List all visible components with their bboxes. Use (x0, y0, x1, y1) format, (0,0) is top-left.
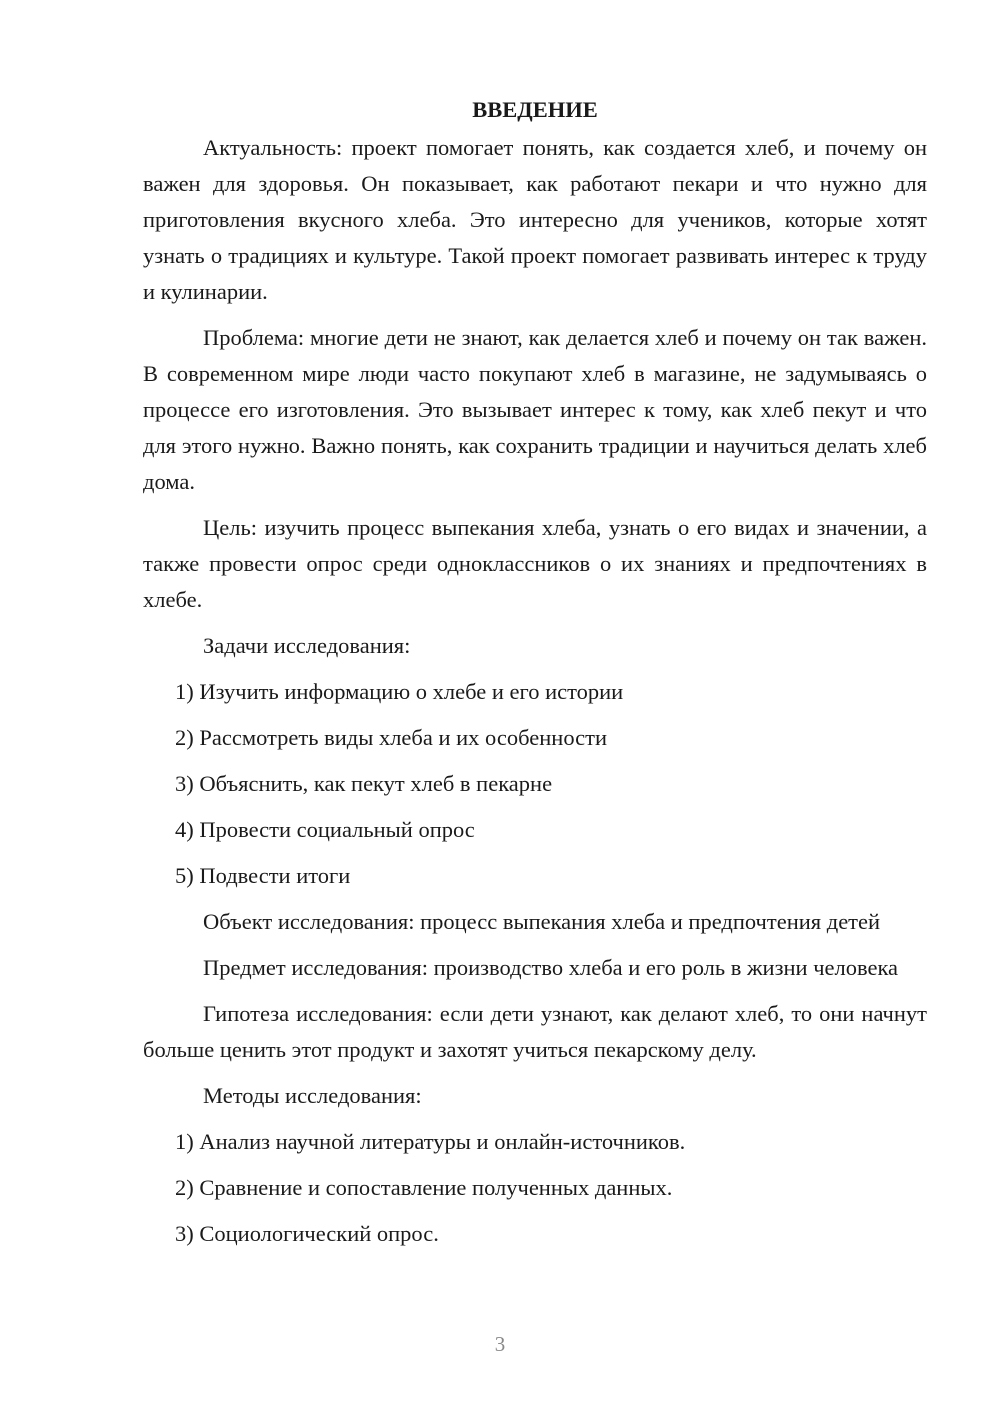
goal-paragraph: Цель: изучить процесс выпекания хлеба, узнать о его видах и значении, а также провести опрос среди одноклассников о их знаниях и предпочтениях в хлебе. (143, 515, 927, 612)
list-item: 1) Анализ научной литературы и онлайн-источников. (175, 1129, 686, 1154)
list-item: 3) Социологический опрос. (175, 1221, 439, 1246)
page-number: 3 (494, 1332, 506, 1356)
list-item: 3) Объяснить, как пекут хлеб в пекарне (175, 771, 553, 796)
object-paragraph: Объект исследования: процесс выпекания хлеба и предпочтения детей (203, 909, 881, 934)
methods-list (143, 1124, 927, 1252)
tasks-list (143, 674, 927, 894)
document-page (143, 94, 927, 1262)
list-item: 5) Подвести итоги (175, 863, 351, 888)
tasks-heading: Задачи исследования: (203, 633, 411, 658)
list-item: 2) Рассмотреть виды хлеба и их особенности (175, 725, 607, 750)
methods-heading: Методы исследования: (203, 1083, 422, 1108)
problem-paragraph: Проблема: многие дети не знают, как делается хлеб и почему он так важен. В современном мире люди часто покупают хлеб в магазине, не задумываясь о процессе его изготовления. Это вызывает интерес к тому, как хлеб пекут и что для этого нужно. Важно понять, как сохранить традиции и научиться делать хлеб дома. (143, 325, 927, 494)
list-item: 2) Сравнение и сопоставление полученных данных. (175, 1175, 673, 1200)
page-title: ВВЕДЕНИЕ (472, 97, 598, 122)
list-item: 4) Провести социальный опрос (175, 817, 475, 842)
hypothesis-paragraph: Гипотеза исследования: если дети узнают, как делают хлеб, то они начнут больше ценить этот продукт и захотят учиться пекарскому делу. (143, 1001, 927, 1062)
subject-paragraph: Предмет исследования: производство хлеба и его роль в жизни человека (203, 955, 899, 980)
relevance-paragraph: Актуальность: проект помогает понять, как создается хлеб, и почему он важен для здоровья. Он показывает, как работают пекари и что нужно для приготовления вкусного хлеба. Это интересно для учеников, которые хотят узнать о традициях и культуре. Такой проект помогает развивать интерес к труду и кулинарии. (143, 135, 927, 304)
list-item: 1) Изучить информацию о хлебе и его истории (175, 679, 624, 704)
